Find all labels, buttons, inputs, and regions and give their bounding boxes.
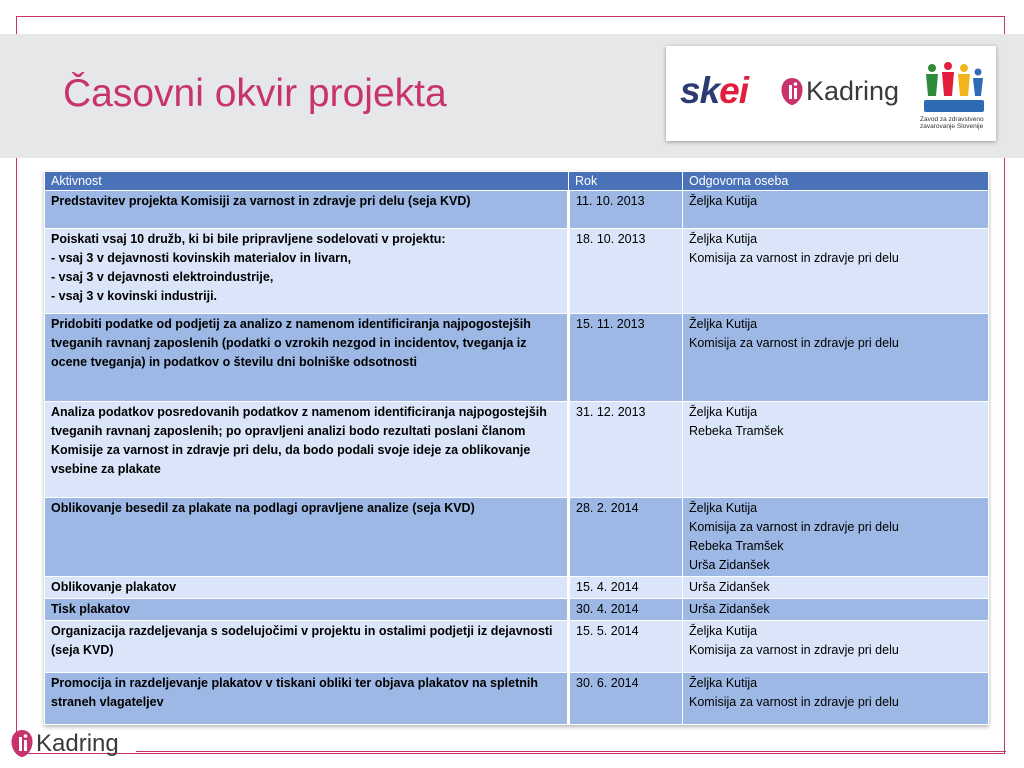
activity-cell	[45, 498, 569, 577]
responsible-cell	[683, 402, 989, 498]
responsible-person: Rebeka Tramšek	[689, 539, 784, 553]
column-header-responsible: Odgovorna oseba	[683, 172, 989, 191]
activity-text: - vsaj 3 v dejavnosti elektroindustrije,	[51, 270, 274, 284]
deadline-cell: 30. 6. 2014	[569, 673, 683, 725]
responsible-cell	[683, 191, 989, 229]
activity-cell	[45, 402, 569, 498]
column-header-activity: Aktivnost	[45, 172, 569, 191]
activity-text: - vsaj 3 v dejavnosti kovinskih materialov in livarn,	[51, 251, 352, 265]
table-header-row	[45, 172, 989, 191]
deadline-cell: 15. 11. 2013	[569, 314, 683, 402]
deadline-cell: 11. 10. 2013	[569, 191, 683, 229]
responsible-cell	[683, 314, 989, 402]
responsible-cell	[683, 599, 989, 621]
table-row	[45, 402, 989, 498]
timeline-table	[44, 171, 989, 725]
responsible-person: Željka Kutija	[689, 317, 758, 331]
responsible-cell	[683, 673, 989, 725]
responsible-person: Komisija za varnost in zdravje pri delu	[689, 251, 899, 265]
footer-divider	[136, 751, 1006, 752]
activity-text: Analiza podatkov posredovanih podatkov z namenom identificiranja najpogostejših tveganih ravnanj zaposlenih; po opravljeni analizi bodo rezultati poslani članom Komisije za varnost in zdravje pri delu, da bodo podali svoje ideje za oblikovanje vsebine za plakate	[51, 405, 547, 476]
responsible-cell	[683, 577, 989, 599]
footer-kadring-text: Kadring	[36, 730, 119, 757]
skei-logo	[680, 70, 748, 112]
responsible-person: Željka Kutija	[689, 194, 758, 208]
table-row	[45, 577, 989, 599]
responsible-person: Željka Kutija	[689, 676, 758, 690]
activity-cell	[45, 314, 569, 402]
activity-text: Promocija in razdeljevanje plakatov v tiskani obliki ter objava plakatov na spletnih straneh vlagateljev	[51, 676, 538, 709]
activity-text: - vsaj 3 v kovinski industriji.	[51, 289, 218, 303]
responsible-cell	[683, 621, 989, 673]
activity-text: Organizacija razdeljevanja s sodelujočimi v projektu in ostalimi podjetji iz dejavnosti (seja KVD)	[51, 624, 553, 657]
people-figures-icon	[920, 60, 990, 116]
activity-text: Pridobiti podatke od podjetij za analizo z namenom identificiranja najpogostejših tveganih ravnanj zaposlenih (podatki o vzrokih nezgod in incidentov, tveganja iz ocene tveganja) in podatkov o številu dni bolniške odsotnosti	[51, 317, 531, 369]
activity-cell	[45, 191, 569, 229]
responsible-person: Komisija za varnost in zdravje pri delu	[689, 643, 899, 657]
kadring-mark-icon	[10, 728, 34, 758]
activity-text: Tisk plakatov	[51, 602, 130, 616]
activity-cell	[45, 577, 569, 599]
table-row	[45, 621, 989, 673]
responsible-person: Komisija za varnost in zdravje pri delu	[689, 695, 899, 709]
deadline-cell: 15. 5. 2014	[569, 621, 683, 673]
skei-logo-accent: ei	[719, 70, 749, 111]
deadline-cell: 30. 4. 2014	[569, 599, 683, 621]
partner-logos	[666, 46, 996, 141]
responsible-person: Rebeka Tramšek	[689, 424, 784, 438]
deadline-cell: 15. 4. 2014	[569, 577, 683, 599]
activity-text: Oblikovanje plakatov	[51, 580, 177, 594]
responsible-cell	[683, 498, 989, 577]
table-row	[45, 599, 989, 621]
activity-text: Poiskati vsaj 10 družb, ki bi bile pripravljene sodelovati v projektu:	[51, 232, 446, 246]
kadring-mark-icon	[780, 76, 804, 106]
responsible-person: Željka Kutija	[689, 232, 758, 246]
table-row	[45, 314, 989, 402]
zzzs-caption: Zavod za zdravstveno zavarovanje Slovenije	[920, 116, 984, 130]
responsible-person: Komisija za varnost in zdravje pri delu	[689, 336, 899, 350]
table-row	[45, 191, 989, 229]
responsible-person: Komisija za varnost in zdravje pri delu	[689, 520, 899, 534]
deadline-cell: 31. 12. 2013	[569, 402, 683, 498]
table-row	[45, 229, 989, 314]
zzzs-logo	[920, 60, 990, 140]
skei-logo-text: sk	[680, 70, 720, 111]
deadline-cell: 28. 2. 2014	[569, 498, 683, 577]
activity-cell	[45, 229, 569, 314]
activity-text: Oblikovanje besedil za plakate na podlagi opravljene analize (seja KVD)	[51, 501, 475, 515]
activity-text: Predstavitev projekta Komisiji za varnost in zdravje pri delu (seja KVD)	[51, 194, 471, 208]
activity-cell	[45, 621, 569, 673]
responsible-person: Urša Zidanšek	[689, 602, 770, 616]
footer-kadring-logo	[10, 728, 119, 763]
responsible-person: Urša Zidanšek	[689, 558, 770, 572]
kadring-logo	[780, 76, 900, 111]
responsible-person: Željka Kutija	[689, 501, 758, 515]
responsible-person: Željka Kutija	[689, 405, 758, 419]
table-row	[45, 673, 989, 725]
responsible-person: Željka Kutija	[689, 624, 758, 638]
deadline-cell: 18. 10. 2013	[569, 229, 683, 314]
responsible-cell	[683, 229, 989, 314]
activity-cell	[45, 599, 569, 621]
table-row	[45, 498, 989, 577]
responsible-person: Urša Zidanšek	[689, 580, 770, 594]
page-title: Časovni okvir projekta	[63, 72, 447, 115]
kadring-logo-text: Kadring	[806, 76, 900, 106]
column-header-deadline: Rok	[569, 172, 683, 191]
activity-cell	[45, 673, 569, 725]
